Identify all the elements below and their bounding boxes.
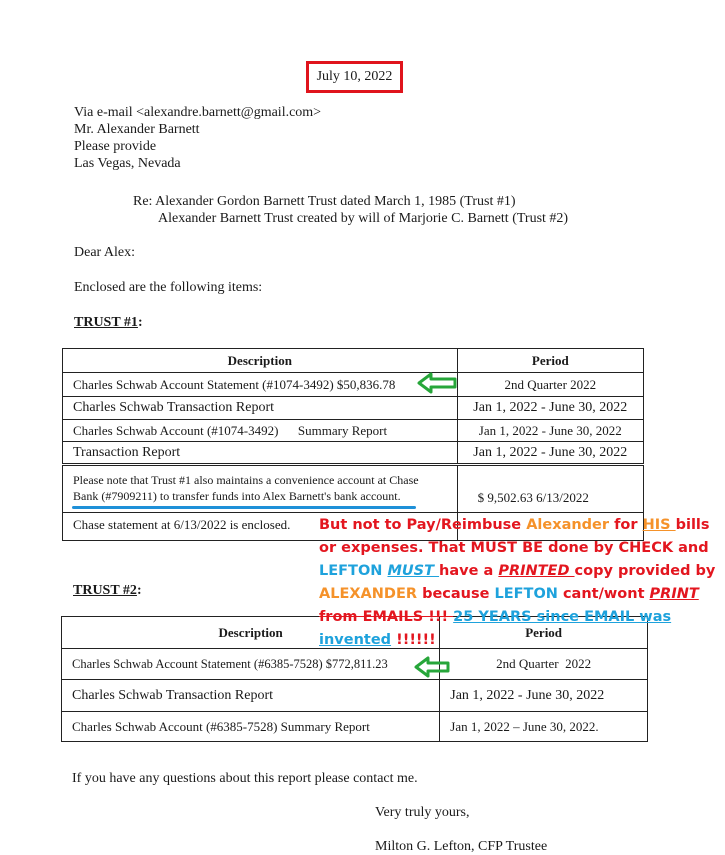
trust2-heading — [73, 583, 142, 599]
signature: Milton G. Lefton, CFP Trustee — [375, 839, 548, 854]
table-row — [63, 420, 644, 442]
trust1-heading-colon: : — [137, 315, 143, 330]
row-period: Jan 1, 2022 - June 30, 2022 — [457, 420, 643, 442]
note-line: Bank (#7909211) to transfer funds into Alex Barnett's bank account. — [73, 489, 401, 503]
table-row — [62, 680, 648, 712]
chase-statement: Chase statement at 6/13/2022 is enclosed. — [63, 513, 458, 541]
note-line: Please note that Trust #1 also maintains a convenience account at Chase — [73, 473, 419, 487]
re-line-1: Re: Alexander Gordon Barnett Trust dated March 1, 1985 (Trust #1) — [133, 194, 516, 209]
address-line: Via e-mail <alexandre.barnett@gmail.com> — [74, 105, 322, 120]
table-row — [62, 649, 648, 680]
annot-text: for — [609, 517, 643, 533]
annot-text: PRINT — [649, 586, 699, 602]
row-description: Charles Schwab Account (#1074-3492) Summary Report — [63, 420, 458, 442]
row-description: Transaction Report — [63, 442, 458, 465]
salutation: Dear Alex: — [74, 245, 136, 260]
row-description: Charles Schwab Account Statement (#1074-3492) $50,836.78 — [63, 373, 458, 397]
annot-text: ALEXANDER — [319, 586, 418, 602]
annot-text: PRINTED — [498, 563, 575, 579]
col-period: Period — [440, 617, 648, 649]
green-arrow-icon — [414, 656, 454, 678]
row-period: Jan 1, 2022 - June 30, 2022 — [457, 397, 643, 420]
letter-date-box — [306, 61, 403, 93]
re-block — [133, 193, 568, 227]
letter-date: July 10, 2022 — [316, 69, 393, 84]
row-period: Jan 1, 2022 - June 30, 2022 — [457, 442, 643, 465]
recipient-address — [74, 104, 321, 172]
annot-text: !!!!!! — [391, 632, 436, 648]
re-line-2: Alexander Barnett Trust created by will of Marjorie C. Barnett (Trust #2) — [158, 211, 569, 226]
trust2-heading-text: TRUST #2 — [73, 583, 137, 598]
handwritten-style-annotation — [319, 514, 719, 652]
trust1-heading-text: TRUST #1 — [74, 315, 138, 330]
table-row — [62, 712, 648, 742]
col-description: Description — [63, 349, 458, 373]
trust2-heading-colon: : — [136, 583, 142, 598]
table-row — [63, 442, 644, 465]
annot-text: cant/wont — [557, 586, 650, 602]
note-amount: $ 9,502.63 6/13/2022 — [457, 465, 643, 513]
row-period: Jan 1, 2022 - June 30, 2022 — [440, 680, 648, 712]
annot-text: because — [417, 586, 495, 602]
annot-text: MUST — [387, 563, 440, 579]
green-arrow-icon — [417, 372, 457, 394]
annot-text: HIS — [642, 517, 676, 533]
annot-text: LEFTON — [319, 563, 388, 579]
annot-text: But not to Pay/Reimbuse — [319, 517, 527, 533]
blue-underline-mark — [72, 506, 416, 509]
address-line: Please provide — [74, 139, 157, 154]
sign-off: Very truly yours, — [375, 805, 470, 820]
annot-text: from EMAILS !!! — [319, 609, 454, 625]
row-description: Charles Schwab Transaction Report — [62, 680, 440, 712]
annot-text: LEFTON — [494, 586, 558, 602]
col-description: Description — [62, 617, 440, 649]
row-description: Charles Schwab Account Statement (#6385-7528) $772,811.23 — [62, 649, 440, 680]
table-row — [63, 373, 644, 397]
address-line: Las Vegas, Nevada — [74, 156, 181, 171]
annot-text: have a — [439, 563, 499, 579]
row-period: Jan 1, 2022 – June 30, 2022. — [440, 712, 648, 742]
annot-text: copy provided by — [574, 563, 716, 579]
address-line: Mr. Alexander Barnett — [74, 122, 200, 137]
closing-question: If you have any questions about this report please contact me. — [72, 771, 418, 786]
annot-text: Alexander — [526, 517, 610, 533]
col-period: Period — [457, 349, 643, 373]
row-period: 2nd Quarter 2022 — [440, 649, 648, 680]
table-header-row — [63, 349, 644, 373]
row-period: 2nd Quarter 2022 — [457, 373, 643, 397]
table-row — [63, 397, 644, 420]
row-description: Charles Schwab Account (#6385-7528) Summary Report — [62, 712, 440, 742]
enclosed-intro: Enclosed are the following items: — [74, 280, 263, 295]
annot-text: bills or expenses. That MUST BE done by CHECK and — [319, 517, 710, 556]
row-description: Charles Schwab Transaction Report — [63, 397, 458, 420]
trust1-heading — [74, 315, 143, 331]
annot-text: 25 YEARS since EMAIL was invented — [319, 609, 672, 648]
trust1-table — [62, 348, 644, 541]
